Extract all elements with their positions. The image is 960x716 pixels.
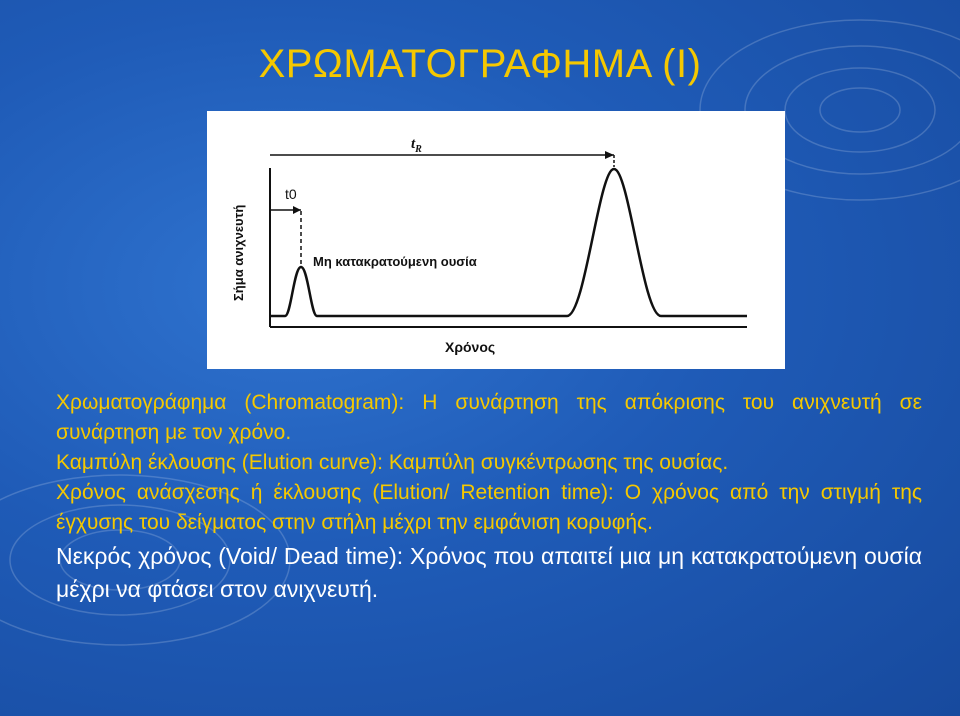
- chromatogram-figure: [207, 111, 785, 369]
- definitions-text: [56, 388, 922, 606]
- t0-label: t0: [285, 186, 297, 202]
- t0-arrow-head: [293, 206, 301, 214]
- definition-elution-curve: Καμπύλη έκλουσης (Elution curve): Καμπύλη συγκέντρωσης της ουσίας.: [56, 451, 729, 474]
- chromatogram-diagram: [207, 111, 785, 369]
- tr-arrow-head: [605, 151, 614, 159]
- tr-label-main: t: [411, 136, 416, 152]
- tr-label: [411, 136, 422, 155]
- definition-chromatogram: Χρωματογράφημα (Chromatogram): Η συνάρτηση της απόκρισης του ανιχνευτή σε συνάρτηση με τον χρόνο.: [56, 391, 922, 444]
- slide-title: ΧΡΩΜΑΤΟΓΡΑΦΗΜΑ (Ι): [258, 42, 702, 86]
- unretained-label: Μη κατακρατούμενη ουσία: [313, 254, 477, 269]
- chromatogram-curve: [270, 169, 747, 316]
- y-axis-label: Σήμα ανιχνευτή: [231, 204, 246, 301]
- tr-label-subscript: R: [415, 144, 422, 155]
- x-axis-label: Χρόνος: [445, 339, 496, 355]
- definition-retention-time: Χρόνος ανάσχεσης ή έκλουσης (Elution/ Retention time): O χρόνος από την στιγμή της έγχυσης του δείγματος στην στήλη μέχρι την εμφάνιση κορυφής.: [56, 481, 922, 534]
- definition-dead-time: Νεκρός χρόνος (Void/ Dead time): Χρόνος που απαιτεί μια μη κατακρατούμενη ουσία μέχρι να φτάσει στον ανιχνευτή.: [56, 543, 922, 602]
